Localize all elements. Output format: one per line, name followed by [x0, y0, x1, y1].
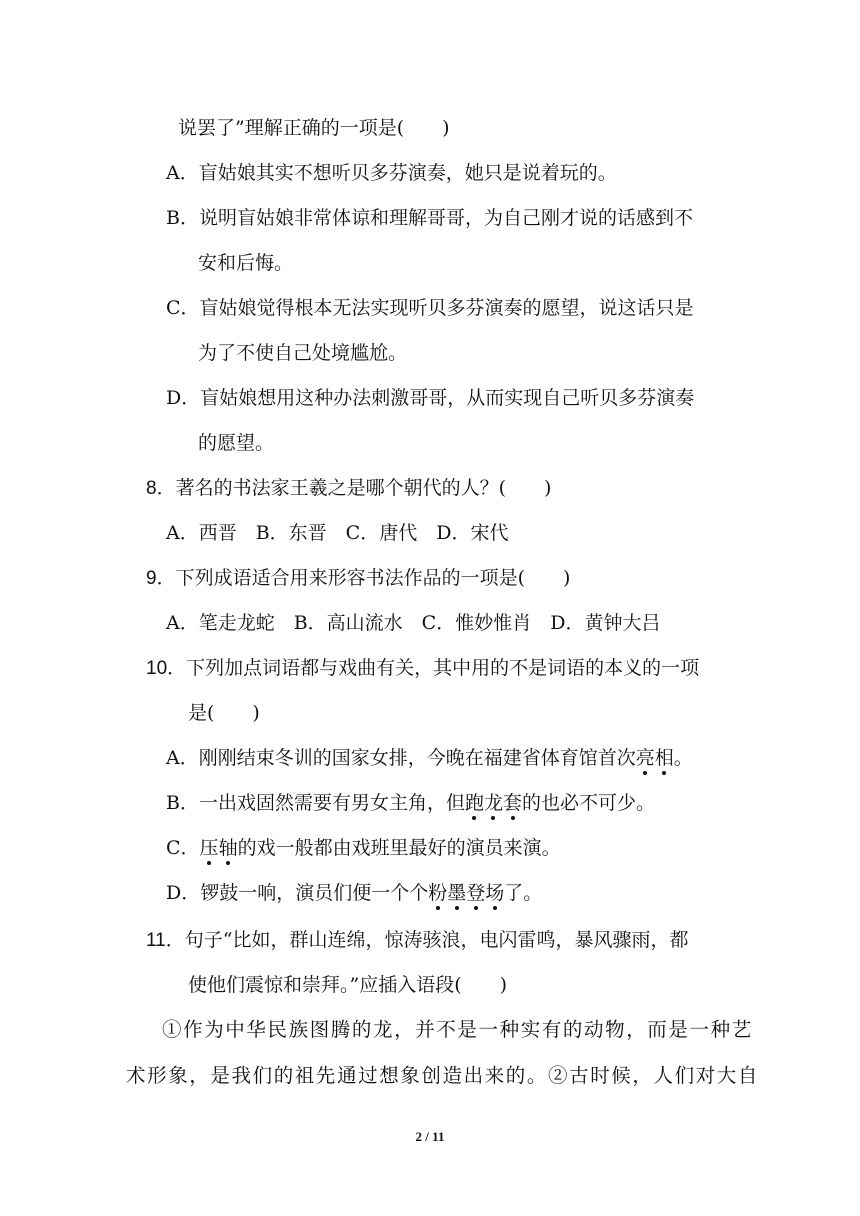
q7-stem-tail: 说罢了”理解正确的一项是( )	[178, 117, 450, 139]
page-number: 2 / 11	[415, 1129, 445, 1144]
emphasis-char: 龙	[483, 792, 503, 814]
emphasis-char: 套	[503, 792, 523, 814]
question-11-text-line2: 使他们震惊和崇拜。”应插入语段( )	[188, 974, 508, 996]
question-10-text-line2: 是( )	[188, 702, 260, 724]
q10-option-c	[166, 836, 561, 860]
question-11	[146, 928, 688, 953]
emphasis-char: 粉	[428, 882, 448, 904]
q10-option-b	[166, 791, 655, 815]
q10-option-b-text: B．一出戏固然需要有男女主角，但	[166, 792, 465, 814]
question-8	[146, 476, 551, 501]
question-10-number: 10．	[146, 658, 187, 679]
q10-option-c-label: C．	[166, 837, 200, 859]
q7-option-c-line1: C．盲姑娘觉得根本无法实现听贝多芬演奏的愿望，说这话只是	[166, 297, 694, 319]
passage-line1: ①作为中华民族图腾的龙，并不是一种实有的动物，而是一种艺	[162, 1018, 753, 1041]
q10-option-d	[166, 881, 542, 905]
q10-option-a	[166, 746, 693, 770]
question-9-number: 9．	[146, 568, 176, 589]
question-11-number: 11．	[146, 930, 185, 951]
q10-option-d-text: D．锣鼓一响，演员们便一个个	[166, 882, 429, 904]
q7-option-d-line1: D．盲姑娘想用这种办法刺激哥哥，从而实现自己听贝多芬演奏	[166, 387, 695, 409]
question-9-text: 下列成语适合用来形容书法作品的一项是( )	[175, 567, 571, 589]
question-8-text: 著名的书法家王羲之是哪个朝代的人？( )	[175, 477, 552, 499]
question-11-text-line1: 句子“比如，群山连绵，惊涛骇浪，电闪雷鸣，暴风骤雨，都	[184, 929, 689, 951]
q7-option-b-line1: B．说明盲姑娘非常体谅和理解哥哥，为自己刚才说的话感到不	[166, 207, 693, 229]
emphasis-char: 墨	[447, 882, 467, 904]
q7-option-b-line2: 安和后悔。	[198, 252, 294, 274]
question-9-options: A．笔走龙蛇 B．高山流水 C．惟妙惟肖 D．黄钟大吕	[166, 612, 661, 634]
question-10-text-line1: 下列加点词语都与戏曲有关，其中用的不是词语的本义的一项	[186, 657, 700, 679]
q10-option-c-text: 的戏一般都由戏班里最好的演员来演。	[237, 837, 561, 859]
q7-option-a: A．盲姑娘其实不想听贝多芬演奏，她只是说着玩的。	[166, 162, 617, 184]
q10-option-d-end: 了。	[504, 882, 543, 904]
q10-option-a-end: 。	[673, 747, 693, 769]
emphasis-char: 场	[485, 882, 505, 904]
emphasis-char: 压	[199, 837, 219, 859]
emphasis-char: 轴	[218, 837, 238, 859]
question-8-number: 8．	[146, 478, 176, 499]
question-10	[146, 656, 699, 681]
q10-option-b-end: 的也必不可少。	[522, 792, 656, 814]
emphasis-char: 跑	[464, 792, 484, 814]
emphasis-char: 亮	[635, 747, 655, 769]
question-8-options: A．西晋 B．东晋 C．唐代 D．宋代	[166, 522, 509, 544]
emphasis-char: 相	[654, 747, 674, 769]
q7-option-d-line2: 的愿望。	[198, 432, 275, 454]
q7-option-c-line2: 为了不使自己处境尴尬。	[198, 342, 408, 364]
emphasis-char: 登	[466, 882, 486, 904]
question-9	[146, 566, 570, 591]
passage-line2: 术形象，是我们的祖先通过想象创造出来的。②古时候，人们对大自	[126, 1064, 760, 1087]
q10-option-a-text: A．刚刚结束冬训的国家女排，今晚在福建省体育馆首次	[166, 747, 636, 769]
